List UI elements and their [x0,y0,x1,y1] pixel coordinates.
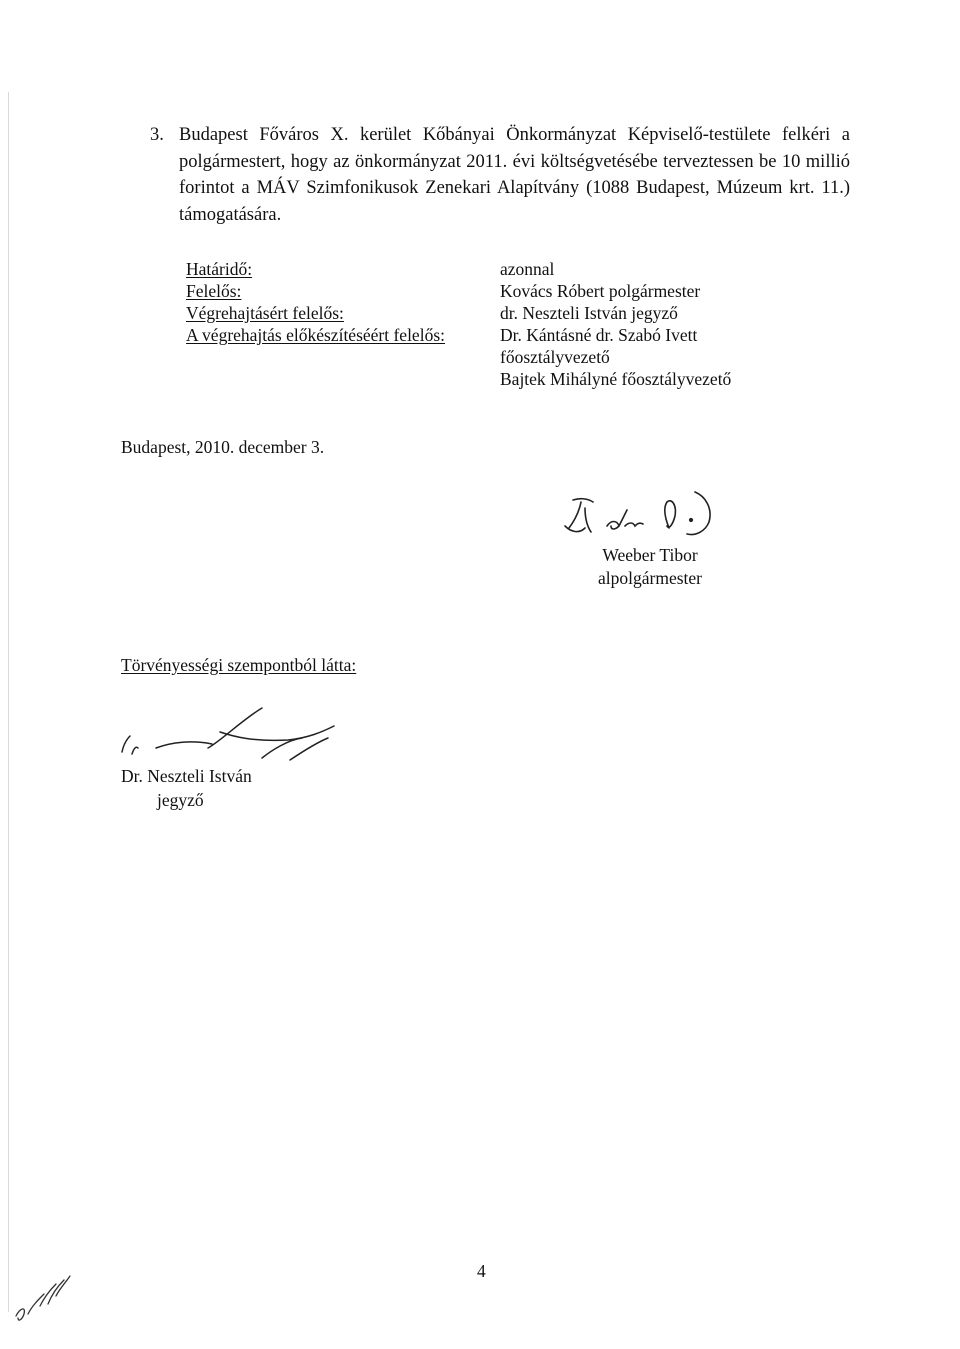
paragraph-number: 3. [150,125,164,145]
assignment-labels [186,258,445,346]
resolution-paragraph [150,122,850,228]
deadline-label: Határidő: [186,259,253,279]
signer1-name: Weeber Tibor [602,545,698,565]
execution-responsible-label: Végrehajtásért felelős: [186,303,344,323]
legality-heading: Törvényességi szempontból látta: [121,655,357,675]
execution-responsible-value: dr. Neszteli István jegyző [500,303,678,323]
signer1-title: alpolgármester [598,568,702,588]
handwritten-initials [4,1256,84,1336]
signature-weeber [545,478,735,548]
paragraph-text: Budapest Főváros X. kerület Kőbányai Önkormányzat Képviselő-testülete felkéri a polgármestert, hogy az önkormányzat 2011. évi költségvetésébe terveztessen be 10 millió forintot a MÁV Szimfonikusok Zenekari Alapítvány (1088 Budapest, Múzeum krt. 11.) támogatására. [179,125,850,225]
preparation-responsible-label: A végrehajtás előkészítéséért felelős: [186,325,445,345]
scan-edge-line [8,92,9,1312]
page-number: 4 [477,1261,486,1281]
preparation-responsible-value-2: Bajtek Mihályné főosztályvezető [500,369,732,389]
document-date: Budapest, 2010. december 3. [121,437,325,457]
responsible-label: Felelős: [186,281,242,301]
responsible-value: Kovács Róbert polgármester [500,281,701,301]
preparation-responsible-value-1: Dr. Kántásné dr. Szabó Ivett főosztályvezető [500,325,698,367]
deadline-value: azonnal [500,259,555,279]
assignment-values [500,258,800,390]
signer-block-notary [121,764,252,812]
signer2-title: jegyző [157,790,204,810]
signer-block-deputy-mayor [540,544,760,590]
signer2-name: Dr. Neszteli István [121,766,252,786]
